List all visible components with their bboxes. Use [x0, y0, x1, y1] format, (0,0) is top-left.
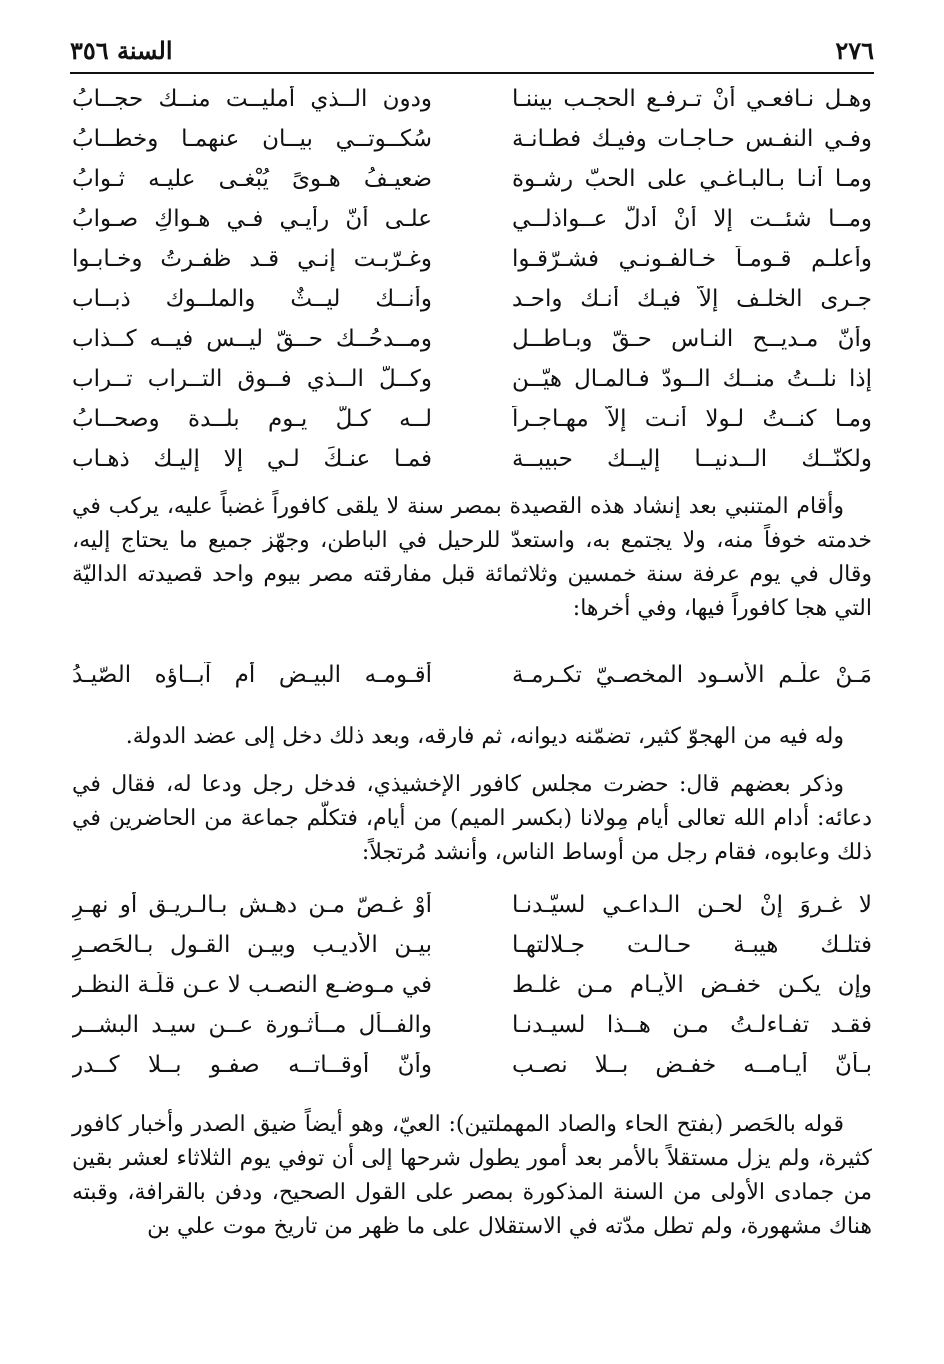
verse-row	[72, 1052, 872, 1092]
verse-first-hemistich: ومـا كنــتُ لـولا أنـت إلاّ مهـاجـراً	[512, 406, 872, 432]
verse-row	[72, 366, 872, 406]
verse-row	[72, 1012, 872, 1052]
verse-second-hemistich: أوْ غـصّ مـن دهـش بـالـريـق أو نهـرِ	[72, 892, 432, 918]
verse-second-hemistich: وأنّ أوقــاتــه صفـو بــلا كــدر	[72, 1052, 432, 1078]
verse-second-hemistich: علـى أنّ رأيـي فـي هـواكِ صـوابُ	[72, 206, 432, 232]
verse-second-hemistich: أقـومـه البيـض أم آبــاؤه الصّيـدُ	[72, 662, 432, 688]
verse-first-hemistich: وإن يكـن خفـض الأيـام مـن غلـط	[512, 972, 872, 998]
verse-second-hemistich: ومــدحُــك حــقّ ليــس فيــه كــذاب	[72, 326, 432, 352]
verse-first-hemistich: ومــا شئــت إلا أنْ أدلّ عــواذلــي	[512, 206, 872, 232]
verse-row	[72, 126, 872, 166]
verse-second-hemistich: في مـوضـع النصـب لا عـن قلّـة النظـر	[72, 972, 432, 998]
paragraph-4	[72, 1108, 872, 1244]
paragraph-2	[72, 720, 872, 754]
verse-first-hemistich: وفـي النفـس حـاجـات وفيـك فطـانـة	[512, 126, 872, 152]
paragraph-text: قوله بالحَصر (بفتح الحاء والصاد المهملتين): العيّ، وهو أيضاً ضيق الصدر وأخبار كافور كثيرة، ولم يزل مستقلاً بالأمر بعد أمور يطول شرحها إلى أن توفي يوم الثلاثاء لعشر بقين من جمادى الأولى من السنة المذكورة بمصر على القول الصحيح، ودفن بالقرافة، وقبته هناك مشهورة، ولم تطل مدّته في الاستقلال على ما ظهر من تاريخ موت علي بن	[72, 1112, 872, 1239]
paragraph-text: وأقام المتنبي بعد إنشاد هذه القصيدة بمصر سنة لا يلقى كافوراً غضباً عليه، يركب في خدمته خوفاً منه، ولا يجتمع به، واستعدّ للرحيل في الباطن، وجهّز جميع ما يحتاج إليه، وقال في يوم عرفة سنة خمسين وثلاثمائة قبل مفارقته مصر بيوم واحد قصيدته الداليّة التي هجا كافوراً فيها، وفي أخرها:	[72, 494, 872, 621]
verse-second-hemistich: بيـن الأديـب وبيـن القـول بـالحَصـرِ	[72, 932, 432, 958]
verse-second-hemistich: وغـرّبـت إنـي قـد ظفـرتُ وخـابـوا	[72, 246, 432, 272]
verse-first-hemistich: ولكنّــك الــدنيــا إليــك حبيبــة	[512, 446, 872, 472]
verse-second-hemistich: والفــأل مــأثـورة عــن سيـد البشــر	[72, 1012, 432, 1038]
verse-first-hemistich: ومـا أنـا بـالبـاغـي على الحبّ رشـوة	[512, 166, 872, 192]
page-header	[70, 28, 874, 74]
verse-first-hemistich: إذا نلــتُ منــك الــودّ فـالمـال هيّــن	[512, 366, 872, 392]
verse-first-hemistich: لا غـروَ إنْ لحـن الـداعـي لسيّـدنـا	[512, 892, 872, 918]
verse-second-hemistich: وكــلّ الــذي فــوق التــراب تــراب	[72, 366, 432, 392]
verse-first-hemistich: وهـل نـافعـي أنْ تـرفـع الحجـب بيننـا	[512, 86, 872, 112]
verse-row	[72, 206, 872, 246]
verse-second-hemistich: لــه كـلّ يـوم بلــدة وصحــابُ	[72, 406, 432, 432]
verse-2	[72, 662, 872, 702]
verse-first-hemistich: بـأنّ أيـامــه خفـض بــلا نصـب	[512, 1052, 872, 1078]
verse-row	[72, 166, 872, 206]
verse-row	[72, 326, 872, 366]
paragraph-1	[72, 490, 872, 626]
paragraph-3	[72, 768, 872, 870]
verse-second-hemistich: سُكــوتــي بيــان عنهمـا وخطــابُ	[72, 126, 432, 152]
verse-first-hemistich: فتلـك هيبـة حـالـت جـلالتهـا	[512, 932, 872, 958]
verse-row	[72, 972, 872, 1012]
verse-second-hemistich: فمـا عنـكَ لـي إلا إليـك ذهـاب	[72, 446, 432, 472]
page-number: ٢٧٦	[835, 35, 874, 65]
verse-row	[72, 406, 872, 446]
verse-row	[72, 246, 872, 286]
verse-first-hemistich: فقـد تفـاءلـتُ مـن هــذا لسيـدنـا	[512, 1012, 872, 1038]
verse-first-hemistich: جـرى الخلـف إلاّ فيـك أنـك واحـد	[512, 286, 872, 312]
verse-second-hemistich: وأنــك ليــثٌ والملــوك ذبــاب	[72, 286, 432, 312]
verse-row	[72, 932, 872, 972]
verse-row	[72, 662, 872, 702]
poem-1	[72, 86, 872, 486]
verse-row	[72, 446, 872, 486]
verse-row	[72, 286, 872, 326]
verse-row	[72, 86, 872, 126]
verse-first-hemistich: وأعلـم قـومـاً خـالفـونـي فشـرّقـوا	[512, 246, 872, 272]
poem-2	[72, 892, 872, 1092]
verse-second-hemistich: ضعيـفُ هـوىً يُبْغـى عليـه ثـوابُ	[72, 166, 432, 192]
paragraph-text: وله فيه من الهجوّ كثير، تضمّنه ديوانه، ثم فارقه، وبعد ذلك دخل إلى عضد الدولة.	[125, 724, 844, 749]
paragraph-text: وذكر بعضهم قال: حضرت مجلس كافور الإخشيذي، فدخل رجل ودعا له، فقال في دعائه: أدام الله تعالى أيام مِولانا (بكسر الميم) من أيام، فتكلّم جماعة من الحاضرين في ذلك وعابوه، فقام رجل من أوساط الناس، وأنشد مُرتجلاً:	[72, 772, 872, 865]
running-title: السنة ٣٥٦	[70, 35, 173, 65]
verse-row	[72, 892, 872, 932]
verse-second-hemistich: ودون الــذي أمليــت منــك حجــابُ	[72, 86, 432, 112]
verse-first-hemistich: مَـنْ علّـم الأسـود المخصـيّ تكـرمـة	[512, 662, 872, 688]
verse-first-hemistich: وأنّ مـديــح النـاس حـقّ وبـاطــل	[512, 326, 872, 352]
